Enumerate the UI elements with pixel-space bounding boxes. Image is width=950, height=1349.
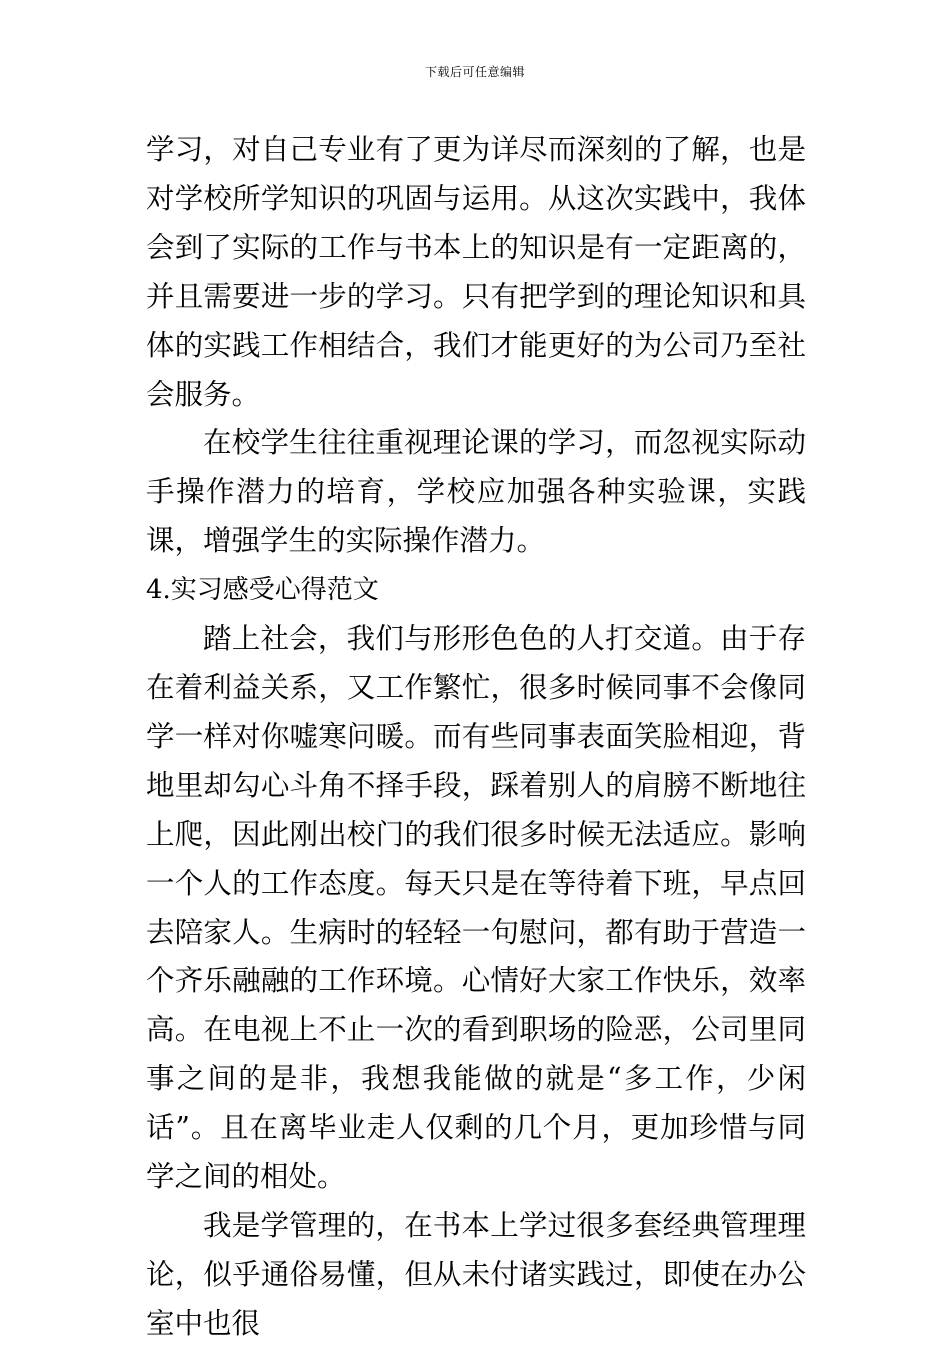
- paragraph-management-study: 我是学管理的，在书本上学过很多套经典管理理论，似乎通俗易懂，但从未付诸实践过，即使在办公室中也很: [146, 1208, 806, 1340]
- paragraph-school-advice: 在校学生往往重视理论课的学习，而忽视实际动手操作潜力的培育，学校应加强各种实验课，实践课，增强学生的实际操作潜力。: [146, 426, 806, 558]
- paragraph-continued-study: 学习，对自己专业有了更为详尽而深刻的了解，也是对学校所学知识的巩固与运用。从这次实践中，我体会到了实际的工作与书本上的知识是有一定距离的，并且需要进一步的学习。只有把学到的理论知识和具体的实践工作相结合，我们才能更好的为公司乃至社会服务。: [146, 133, 806, 411]
- section-heading: 4.实习感受心得范文: [146, 575, 379, 606]
- page-header: 下载后可任意编辑: [424, 65, 525, 79]
- paragraph-workplace-relations: 踏上社会，我们与形形色色的人打交道。由于存在着利益关系，又工作繁忙，很多时候同事不会像同学一样对你嘘寒问暖。而有些同事表面笑脸相迎，背地里却勾心斗角不择手段，踩着别人的肩膀不断地往上爬，因此刚出校门的我们很多时候无法适应。影响一个人的工作态度。每天只是在等待着下班，早点回去陪家人。生病时的轻轻一句慰问，都有助于营造一个齐乐融融的工作环境。心情好大家工作快乐，效率高。在电视上不止一次的看到职场的险恶，公司里同事之间的是非，我想我能做的就是“多工作，少闲话”。且在离毕业走人仅剩的几个月，更加珍惜与同学之间的相处。: [146, 622, 806, 1194]
- document-body: [146, 126, 806, 1349]
